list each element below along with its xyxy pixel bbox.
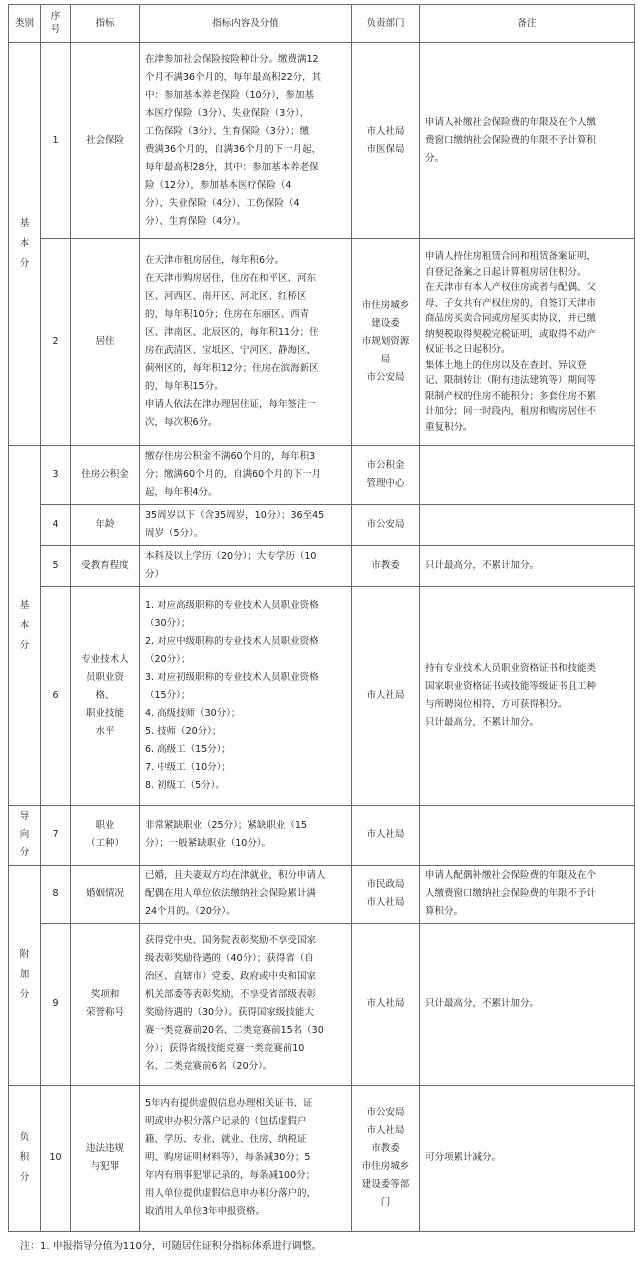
row-indicator: 居住: [71, 239, 140, 446]
row-dept: 市民政局 市人社局: [352, 865, 420, 923]
row-indicator: 违法违规 与犯罪: [71, 1085, 140, 1231]
group-basic-1-label: 基本分: [19, 217, 30, 269]
group-guide-label: 导向分: [19, 811, 30, 859]
row-dept: 市公安局 市人社局 市教委 市住房城乡 建设委等部 门: [352, 1085, 420, 1231]
row-content: 非常紧缺职业（25分）；紧缺职业（15 分）；一般紧缺职业（10分）。: [140, 806, 352, 865]
row-remarks: 申请人补缴社会保险费的年限及在个人缴 费窗口缴纳社会保险费的年限不予计算积 分。: [420, 42, 635, 238]
row-number: 5: [41, 546, 71, 587]
table-row: [9, 42, 635, 238]
group-basic-2: [9, 446, 41, 806]
row-dept: 市公积金 管理中心: [352, 446, 420, 505]
row-remarks: 申请人配偶补缴社会保险费的年限及在个 人缴费窗口缴纳社会保险费的年限不予计 算积分。: [420, 865, 635, 923]
row-content: 在天津市租房居住，每年积6分。 在天津市购房居住，住房在和平区、河东 区、河西区、南开区、河北区、红桥区 的，每年积10分；住房在东丽区、西青 区、津南区、北辰区的，每年积11分；住 房在武清区、宝坻区、宁河区、静海区、 蓟州区的，每年积12分；住房在滨海新区 的，每年积15分。 申请人依法在津办理居住证，每年签注一 次，每次积6分。: [140, 239, 352, 446]
group-guide: [9, 806, 41, 865]
group-additional-label: 附加分: [19, 949, 30, 1001]
header-content: 指标内容及分值: [140, 5, 352, 43]
row-remarks: [420, 446, 635, 505]
row-number: 4: [41, 505, 71, 546]
row-number: 6: [41, 587, 71, 806]
row-dept: 市人社局 市医保局: [352, 42, 420, 238]
row-remarks: 只计最高分，不累计加分。: [420, 923, 635, 1085]
row-number: 10: [41, 1085, 71, 1231]
group-basic-1: [9, 42, 41, 445]
row-indicator: 社会保险: [71, 42, 140, 238]
header-category-text: 类别: [14, 17, 34, 29]
table-row: [9, 446, 635, 505]
table-row: [9, 923, 635, 1085]
table-row: [9, 505, 635, 546]
table-row: [9, 239, 635, 446]
row-indicator: 婚姻情况: [71, 865, 140, 923]
row-dept: 市住房城乡 建设委 市规划资源 局 市公安局: [352, 239, 420, 446]
row-number: 3: [41, 446, 71, 505]
row-indicator: 受教育程度: [71, 546, 140, 587]
row-remarks: 只计最高分，不累计加分。: [420, 546, 635, 587]
header-row: [9, 5, 635, 43]
row-number: 7: [41, 806, 71, 865]
row-content: 已婚，且夫妻双方均在津就业，积分申请人 配偶在用人单位依法缴纳社会保险累计满 24个月的。（20分）。: [140, 865, 352, 923]
group-negative-label: 负积分: [19, 1132, 30, 1184]
row-indicator: 专业技术人 员职业资 格、 职业技能 水平: [71, 587, 140, 806]
row-indicator: 住房公积金: [71, 446, 140, 505]
header-indicator: 指标: [71, 5, 140, 43]
footnote: 注：1. 申报指导分值为110分，可随居住证积分指标体系进行调整。: [20, 1241, 322, 1252]
points-grid: [8, 4, 635, 1232]
row-number: 1: [41, 42, 71, 238]
row-remarks: [420, 505, 635, 546]
row-content: 缴存住房公积金不满60个月的，每年积3 分；缴满60个月的，自满60个月的下一月 起，每年积4分。: [140, 446, 352, 505]
row-dept: 市教委: [352, 546, 420, 587]
row-remarks: 申请人持住房租赁合同和租赁备案证明， 自登记备案之日起计算租房居住积分。 在天津市有本人产权住房或者与配偶、父 母、子女共有产权住房的，自签订天津市 商品房买卖合同或房屋买卖协议，并已缴 纳契税取得契税完税证明，或取得不动产 权证书之日起积分。 集体土地上的住房以及在查封、异议登 记、限制转让（附有违法建筑等）期间等 限制产权的住房不能积分；多套住房不累 计加分；同一时段内，租房和购房居住不 重复积分。: [420, 239, 635, 446]
row-content: 在津参加社会保险按险种计分。缴费满12 个月不满36个月的，每年最高积22分，其 中：参加基本养老保险（10分），参加基 本医疗保险（3分）、失业保险（3分）、 工伤保险（3分）、生育保险（3分）；缴 费满36个月的，自满36个月的下一月起， 每年最高积28分，其中：参加基本养老保 险（12分），参加基本医疗保险（4 分）、失业保险（4分）、工伤保险（4 分）、生育保险（4分）。: [140, 42, 352, 238]
header-dept: 负责部门: [352, 5, 420, 43]
points-table: [8, 4, 634, 1232]
header-category: [9, 5, 41, 43]
group-basic-2-label: 基本分: [19, 599, 30, 651]
row-remarks: 可分项累计减分。: [420, 1085, 635, 1231]
header-number-text: 序号: [50, 11, 61, 36]
row-remarks: [420, 806, 635, 865]
row-remarks: 持有专业技术人员职业资格证书和技能类 国家职业资格证书或技能等级证书且工种 与所聘岗位相符，方可获得积分。 只计最高分，不累计加分。: [420, 587, 635, 806]
row-indicator: 年龄: [71, 505, 140, 546]
group-additional: [9, 865, 41, 1085]
row-content: 本科及以上学历（20分）；大专学历（10 分）: [140, 546, 352, 587]
table-row: [9, 587, 635, 806]
row-content: 1. 对应高级职称的专业技术人员职业资格 （30分）； 2. 对应中级职称的专业技术人员职业资格 （20分）； 3. 对应初级职称的专业技术人员职业资格 （15分）； 4. 高级技师（30分）； 5. 技师（20分）； 6. 高级工（15分）； 7. 中级工（10分）； 8. 初级工（5分）。: [140, 587, 352, 806]
header-number: [41, 5, 71, 43]
row-dept: 市人社局: [352, 806, 420, 865]
row-content: 获得党中央、国务院表彰奖励不享受国家 级表彰奖励待遇的（40分）；获得省（自 治区、直辖市）党委、政府或中央和国家 机关部委等表彰奖励，不享受省部级表彰 奖励待遇的（30分）。获得国家级技能大 赛一类竞赛前20名、二类竞赛前15名（30 分）；获得省级技能竞赛一类竞赛前10 名、二类竞赛前6名（20分）。: [140, 923, 352, 1085]
row-number: 9: [41, 923, 71, 1085]
row-content: 5年内有提供虚假信息办理相关证书、证 明或申办积分落户记录的（包括虚假户 籍、学历、专业、就业、住房、纳税证 明、购房证明材料等），每条减30分；5 年内有刑事犯罪记录的，每条减100分； 用人单位提供虚假信息申办积分落户的， 取消用人单位3年申报资格。: [140, 1085, 352, 1231]
row-dept: 市人社局: [352, 923, 420, 1085]
header-remarks: 备注: [420, 5, 635, 43]
row-dept: 市公安局: [352, 505, 420, 546]
table-row: [9, 546, 635, 587]
row-indicator: 职业 （工种）: [71, 806, 140, 865]
table-row: [9, 865, 635, 923]
group-negative: [9, 1085, 41, 1231]
row-dept: 市人社局: [352, 587, 420, 806]
row-number: 8: [41, 865, 71, 923]
row-content: 35周岁以下（含35周岁，10分）；36至45 周岁（5分）。: [140, 505, 352, 546]
row-indicator: 奖项和 荣誉称号: [71, 923, 140, 1085]
row-number: 2: [41, 239, 71, 446]
table-row: [9, 806, 635, 865]
table-row: [9, 1085, 635, 1231]
